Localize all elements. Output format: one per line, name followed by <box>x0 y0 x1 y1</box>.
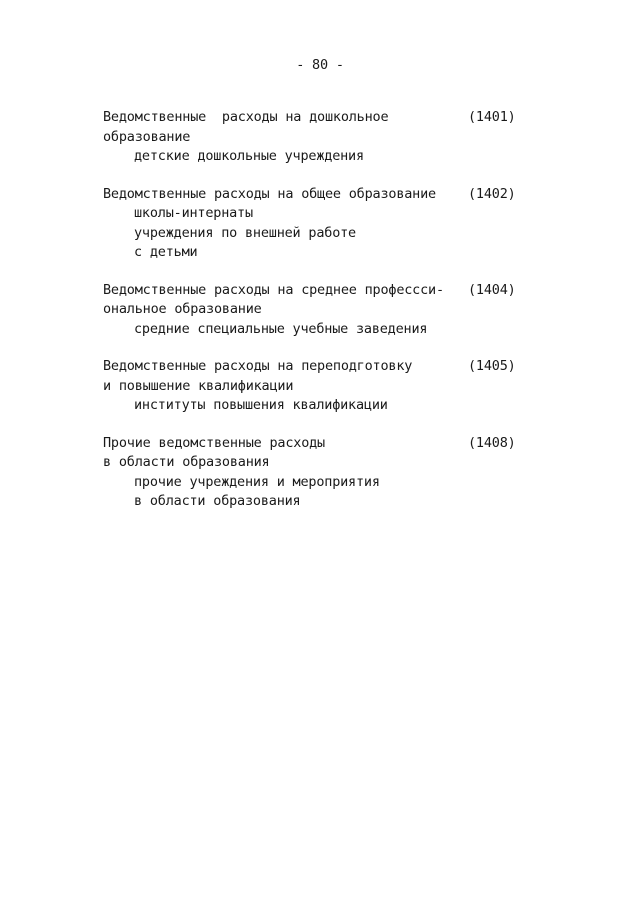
entry-code: (1408) <box>468 434 516 451</box>
entry-1402 <box>103 185 523 263</box>
entry-heading-line: в области образования <box>103 454 270 470</box>
entry-1404 <box>103 281 523 340</box>
entry-sub-line: институты повышения квалификации <box>134 397 388 413</box>
entry-heading-line: Ведомственные расходы на общее образование <box>103 185 436 202</box>
entry-code: (1404) <box>468 281 516 298</box>
entry-heading-line: ональное образование <box>103 301 262 317</box>
entry-sub-line: в области образования <box>134 493 301 509</box>
entry-heading-line: образование <box>103 128 191 145</box>
entry-heading-line: и повышение квалификации <box>103 377 294 394</box>
entry-sub-line: с детьми <box>134 244 198 260</box>
entry-sub-line: школы-интернаты <box>134 205 253 221</box>
entry-sub-line: детские дошкольные учреждения <box>134 148 364 164</box>
entry-heading-line: Ведомственные расходы на среднее профессси- <box>103 281 444 298</box>
entry-heading-line: Прочие ведомственные расходы <box>103 434 325 451</box>
entry-code: (1401) <box>468 109 516 125</box>
entries-list <box>103 108 523 530</box>
entry-1405 <box>103 357 523 416</box>
entry-heading-line: Ведомственные расходы на переподготовку <box>103 358 413 374</box>
entry-sub-line: прочие учреждения и мероприятия <box>134 473 380 490</box>
entry-sub-line: учреждения по внешней работе <box>134 224 356 241</box>
entry-1401 <box>103 108 523 167</box>
entry-code: (1405) <box>468 358 516 374</box>
entry-1408 <box>103 434 523 512</box>
entry-heading-line: Ведомственные расходы на дошкольное <box>103 109 389 125</box>
entry-code: (1402) <box>468 185 516 202</box>
page-number: - 80 - <box>296 57 344 73</box>
entry-sub-line: средние специальные учебные заведения <box>134 320 428 337</box>
